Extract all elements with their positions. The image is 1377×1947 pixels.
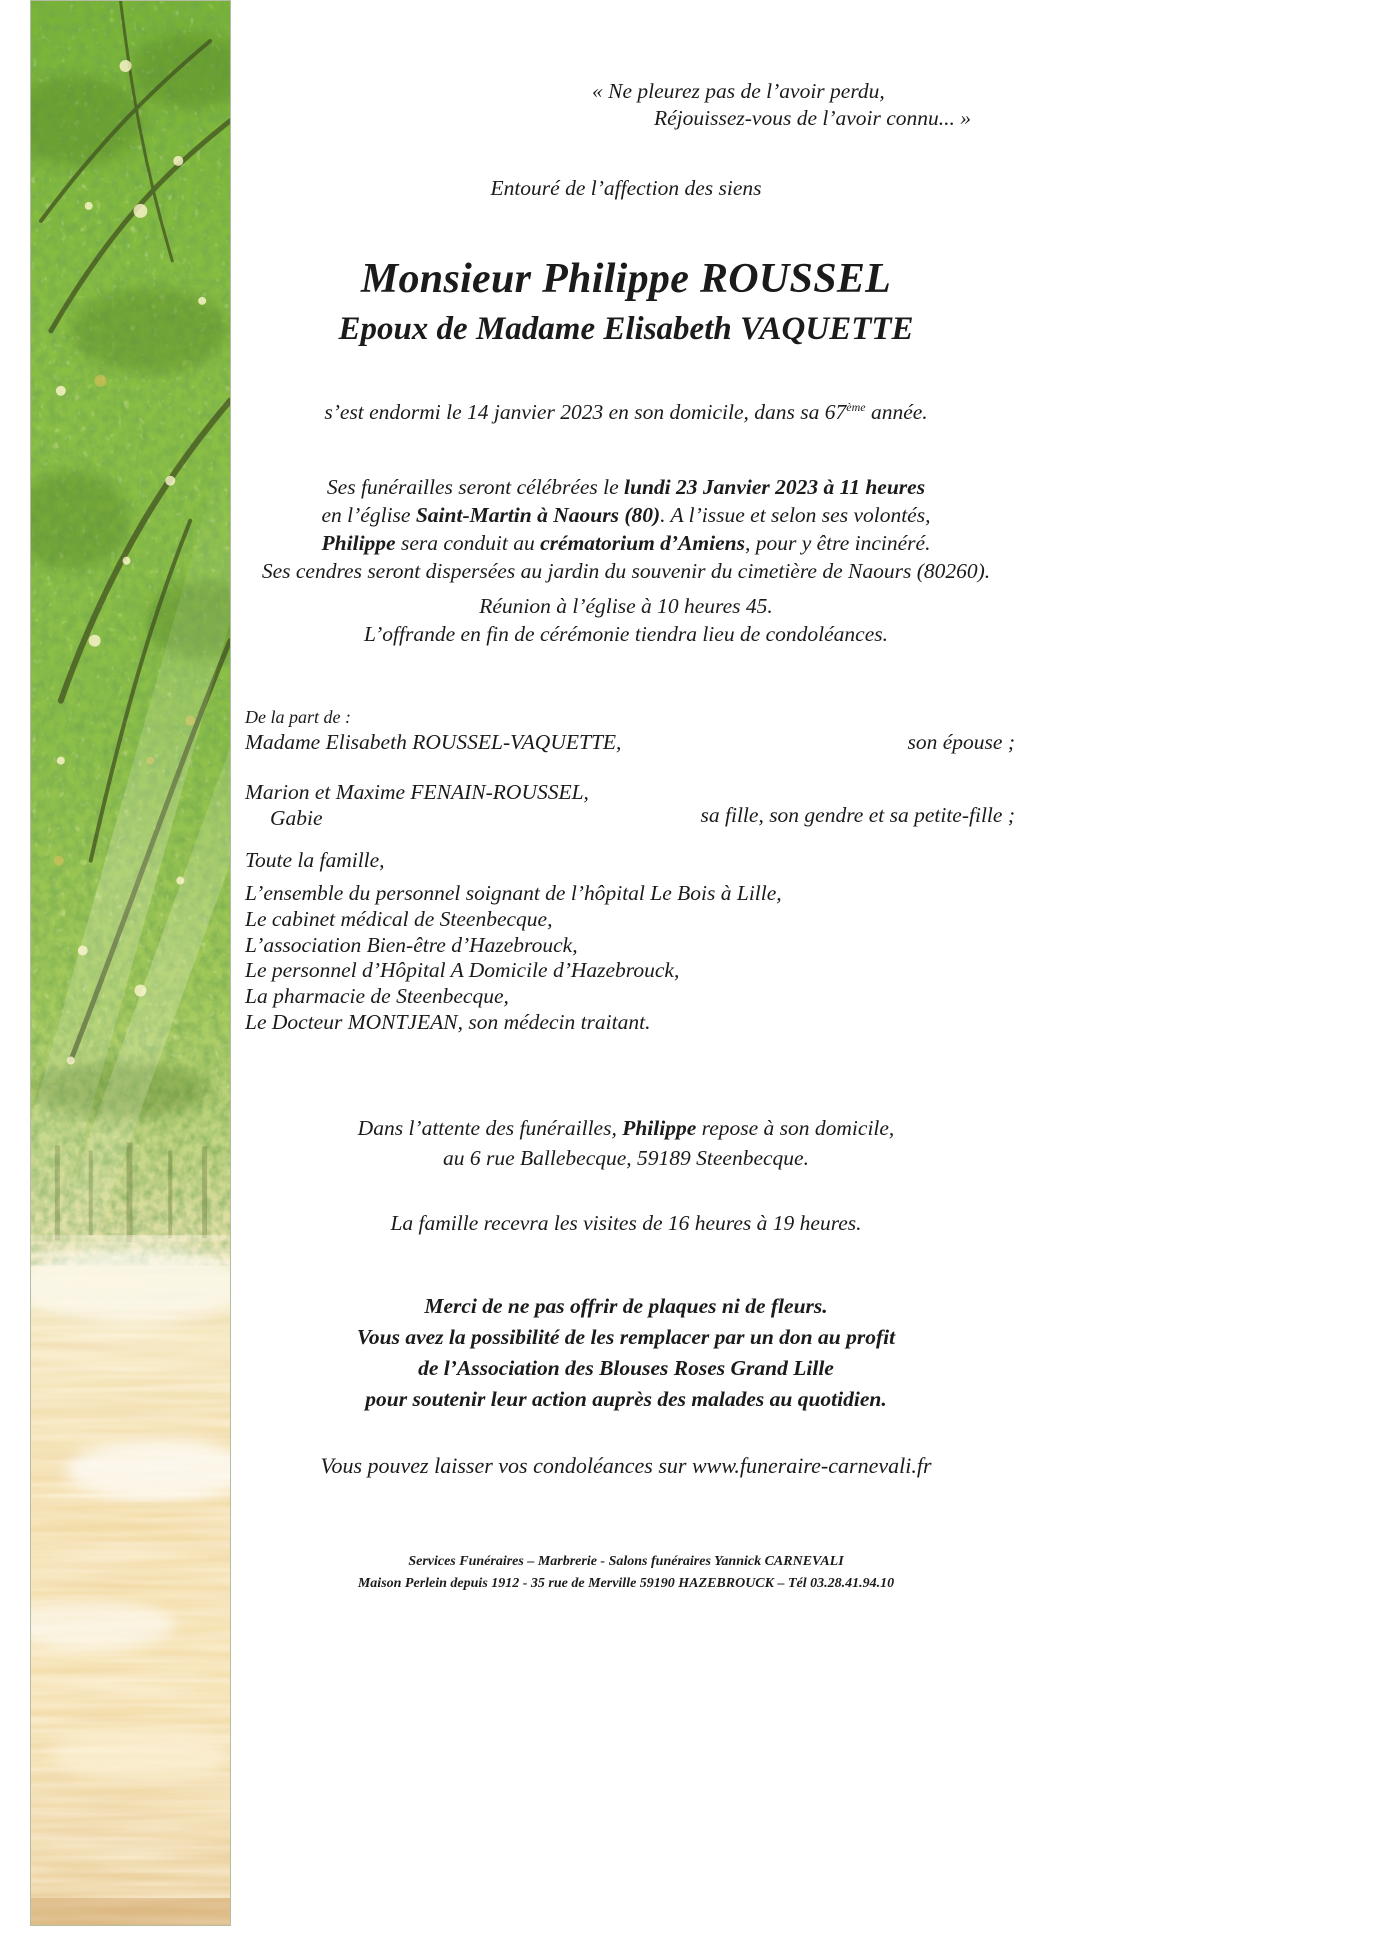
daughter-relation: sa fille, son gendre et sa petite-fille ; [700,803,1015,827]
donation-block [240,1291,1012,1415]
funeral-datetime: lundi 23 Janvier 2023 à 11 heures [624,475,926,499]
funeral-home-footer [240,1551,1012,1595]
repose-text: Dans l’attente des funérailles, [357,1116,623,1140]
donation-line-1: Merci de ne pas offrir de plaques ni de fleurs. [424,1294,828,1318]
funeral-text: Ses funérailles seront célébrées le [326,475,625,499]
funeral-text: . A l’issue et selon ses volontés, [660,503,931,527]
funeral-church: Saint-Martin à Naours (80) [415,503,661,527]
death-date-line [240,400,1012,425]
donation-line-2: Vous avez la possibilité de les remplacer par un don au profit [356,1325,896,1349]
list-item: Le Docteur MONTJEAN, son médecin traitant. [245,1009,651,1034]
wife-relation: son épouse ; [907,730,1015,754]
deceased-name: Monsieur Philippe ROUSSEL [360,256,892,302]
funeral-text: , pour y être incinéré. [744,531,931,555]
family-row-granddaughter: Gabie [270,806,323,830]
deceased-subtitle: Epoux de Madame Elisabeth VAQUETTE [338,311,914,347]
list-item: La pharmacie de Steenbecque, [245,984,509,1009]
funeral-text: en l’église [321,503,416,527]
visits-line: La famille recevra les visites de 16 heures à 19 heures. [390,1211,862,1235]
ceremony-line-2: L’offrande en fin de cérémonie tiendra lieu de condoléances. [363,622,889,646]
quote-line-2: Réjouissez-vous de l’avoir connu... » [654,106,972,130]
announcement-body [240,0,1015,1947]
donation-line-3: de l’Association des Blouses Roses Grand Lille [418,1356,834,1380]
footer-line-2: Maison Perlein depuis 1912 - 35 rue de Merville 59190 HAZEBROUCK – Tél 03.28.41.94.10 [357,1576,895,1591]
funeral-line-2 [240,501,1012,529]
daughter-names: Marion et Maxime FENAIN-ROUSSEL, [245,780,589,804]
list-item: L’association Bien-être d’Hazebrouck, [245,932,578,957]
death-date-end: année. [865,400,928,425]
condolences-line: Vous pouvez laisser vos condoléances sur www.funeraire-carnevali.fr [320,1453,932,1478]
family-row-all: Toute la famille, [245,848,385,872]
repose-line-1 [240,1113,1012,1143]
funeral-line-4: Ses cendres seront dispersées au jardin du souvenir du cimetière de Naours (80260). [261,559,991,583]
opening-quote [592,78,1364,132]
family-row-wife [245,730,1017,755]
forest-photo [31,1,230,1925]
quote-line-1: « Ne pleurez pas de l’avoir perdu, [592,79,885,103]
ceremony-info [240,592,1012,648]
first-name: Philippe [321,531,396,555]
repose-info [240,1113,1012,1173]
footer-line-1: Services Funéraires – Marbrerie - Salons funéraires Yannick CARNEVALI [408,1554,844,1569]
list-item: Le cabinet médical de Steenbecque, [245,906,553,931]
first-name: Philippe [622,1116,697,1140]
repose-text: repose à son domicile, [696,1116,895,1140]
intro-line: Entouré de l’affection des siens [490,176,762,200]
forest-photo-strip [30,0,231,1926]
funeral-details [240,473,1012,585]
funeral-line-3 [240,529,1012,557]
ordinal-suffix: ème [846,400,866,414]
list-item: Le personnel d’Hôpital A Domicile d’Hazebrouck, [245,958,680,983]
wife-name: Madame Elisabeth ROUSSEL-VAQUETTE, [245,730,622,754]
list-item: L’ensemble du personnel soignant de l’hôpital Le Bois à Lille, [245,881,782,905]
death-date-text: s’est endormi le 14 janvier 2023 en son domicile, dans sa 67 [324,400,847,425]
family-others-list [245,881,1017,1036]
donation-line-4: pour soutenir leur action auprès des malades au quotidien. [365,1387,887,1411]
family-heading: De la part de : [245,707,351,727]
funeral-line-1 [240,473,1012,501]
funeral-text: sera conduit au [395,531,541,555]
repose-address: au 6 rue Ballebecque, 59189 Steenbecque. [443,1146,809,1170]
crematorium: crématorium d’Amiens [540,531,745,555]
ceremony-line-1: Réunion à l’église à 10 heures 45. [479,594,773,618]
